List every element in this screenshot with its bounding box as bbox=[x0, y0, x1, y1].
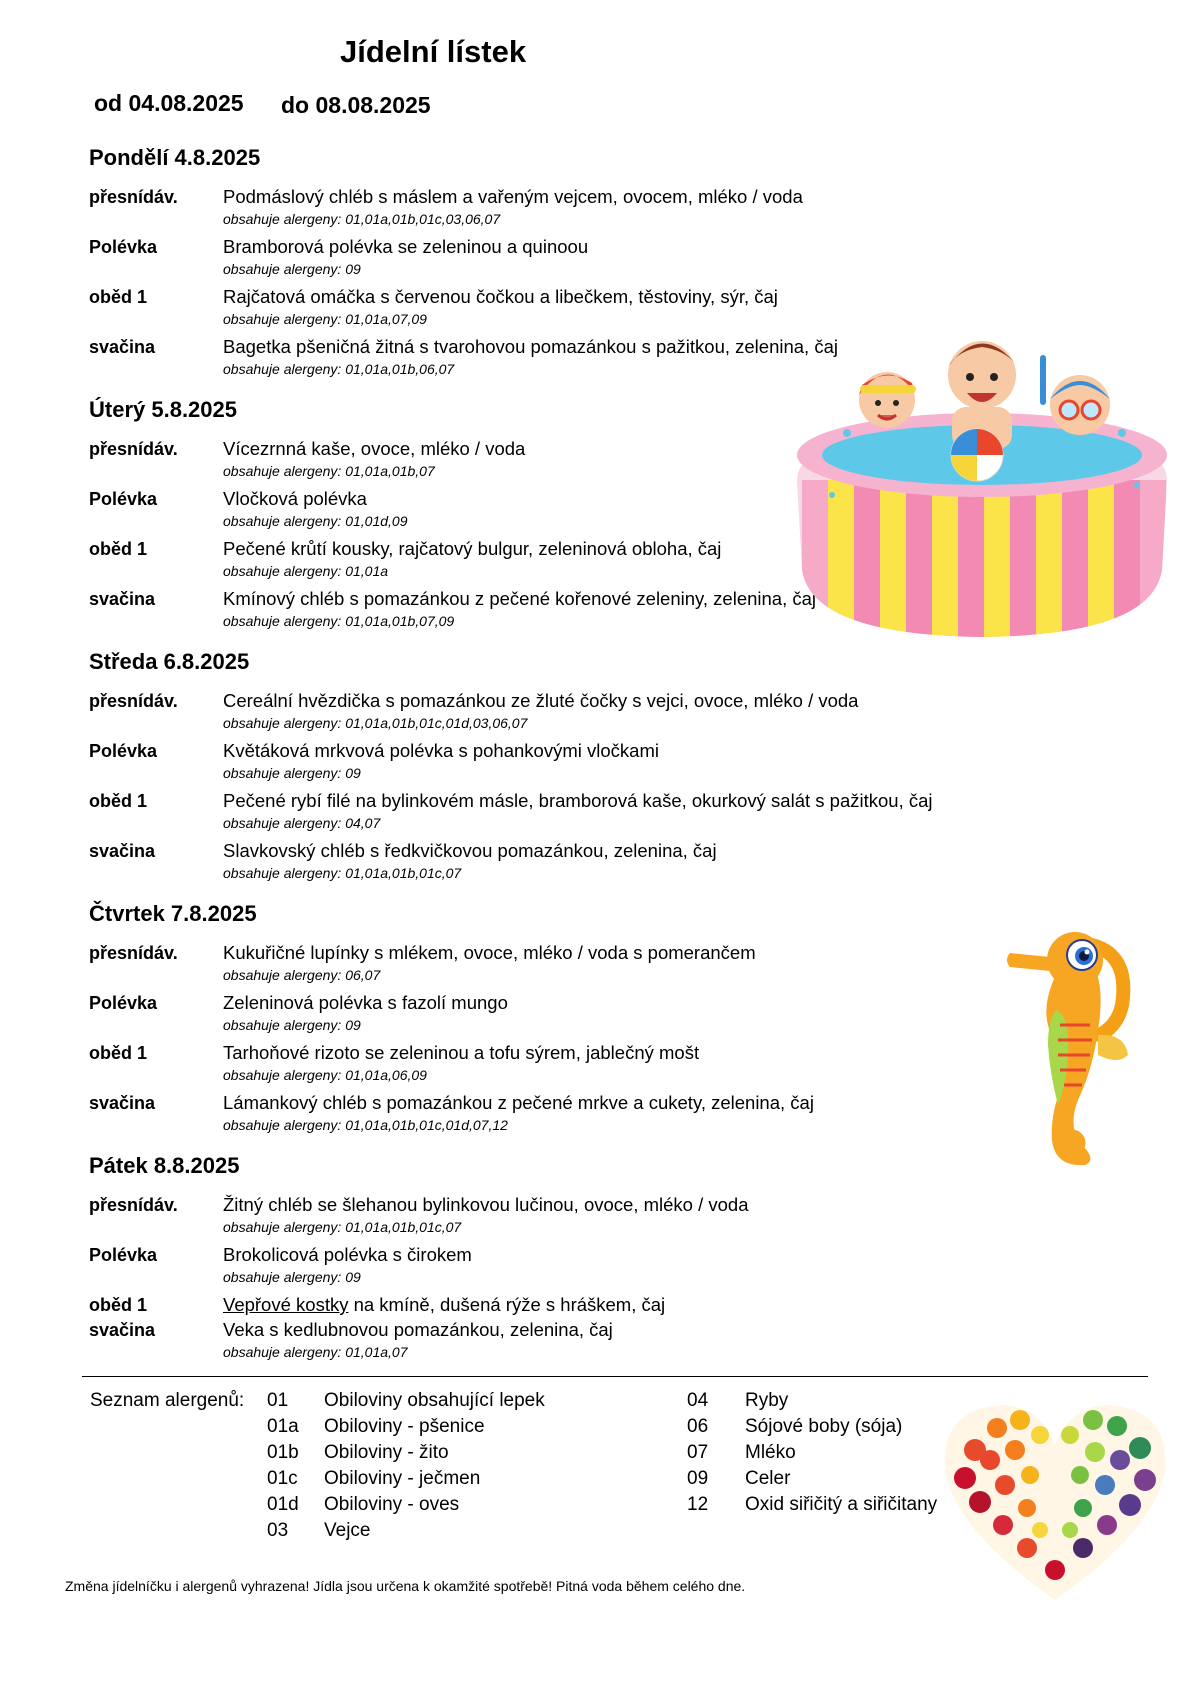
meal-description: Pečené rybí filé na bylinkovém másle, bramborová kaše, okurkový salát s pažitkou, čaj bbox=[223, 790, 933, 811]
meal-label: Polévka bbox=[89, 741, 158, 761]
meal-description: Tarhoňové rizoto se zeleninou a tofu sýrem, jablečný mošt bbox=[223, 1042, 700, 1063]
allergen-code: 09 bbox=[687, 1468, 709, 1489]
allergen-code: 01a bbox=[267, 1416, 299, 1437]
meal-allergens: obsahuje alergeny: 01,01a bbox=[223, 563, 389, 579]
meal-description: Květáková mrkvová polévka s pohankovými vločkami bbox=[223, 740, 659, 761]
meal-label: Polévka bbox=[89, 489, 158, 509]
allergen-list-label: Seznam alergenů: bbox=[90, 1390, 245, 1411]
meal-allergens: obsahuje alergeny: 09 bbox=[223, 765, 361, 781]
allergen-name: Sójové boby (sója) bbox=[745, 1416, 903, 1437]
meal-label: oběd 1 bbox=[89, 791, 148, 811]
meal-description: Zeleninová polévka s fazolí mungo bbox=[223, 992, 508, 1013]
meal-description: Pečené krůtí kousky, rajčatový bulgur, zeleninová obloha, čaj bbox=[223, 538, 722, 559]
allergen-code: 03 bbox=[267, 1520, 289, 1541]
meal-description: Žitný chléb se šlehanou bylinkovou lučinou, ovoce, mléko / voda bbox=[223, 1194, 749, 1215]
meal-allergens: obsahuje alergeny: 01,01d,09 bbox=[223, 513, 408, 529]
allergen-code: 01 bbox=[267, 1390, 289, 1411]
meal-label: přesnídáv. bbox=[89, 691, 178, 711]
meal-allergens: obsahuje alergeny: 01,01a,01b,01c,07 bbox=[223, 865, 462, 881]
allergen-name: Obiloviny - oves bbox=[324, 1494, 460, 1515]
divider bbox=[82, 1376, 1148, 1377]
footer-note: Změna jídelníčku i alergenů vyhrazena! Jídla jsou určena k okamžité spotřebě! Pitná voda během celého dne. bbox=[65, 1578, 746, 1594]
meal-label: svačina bbox=[89, 337, 156, 357]
meal-label: svačina bbox=[89, 1093, 156, 1113]
allergen-name: Oxid siřičitý a siřičitany bbox=[745, 1494, 938, 1515]
allergen-code: 07 bbox=[687, 1442, 709, 1463]
meal-allergens: obsahuje alergeny: 01,01a,07,09 bbox=[223, 311, 427, 327]
day-heading: Pátek 8.8.2025 bbox=[89, 1153, 240, 1178]
meal-label: přesnídáv. bbox=[89, 943, 178, 963]
allergen-code: 04 bbox=[687, 1390, 709, 1411]
meal-label: přesnídáv. bbox=[89, 439, 178, 459]
meal-allergens: obsahuje alergeny: 01,01a,01b,01c,07 bbox=[223, 1219, 462, 1235]
day-heading: Pondělí 4.8.2025 bbox=[89, 145, 261, 170]
allergen-code: 01b bbox=[267, 1442, 299, 1463]
meal-label: oběd 1 bbox=[89, 287, 148, 307]
day-heading: Úterý 5.8.2025 bbox=[89, 397, 237, 422]
date-from: od 04.08.2025 bbox=[94, 90, 244, 116]
meal-description: Bagetka pšeničná žitná s tvarohovou pomazánkou s pažitkou, zelenina, čaj bbox=[223, 336, 838, 357]
meal-allergens: obsahuje alergeny: 09 bbox=[223, 1017, 361, 1033]
meal-description: Kukuřičné lupínky s mlékem, ovoce, mléko / voda s pomerančem bbox=[223, 942, 756, 963]
kids-pool-icon bbox=[792, 315, 1172, 645]
meal-allergens: obsahuje alergeny: 01,01a,01b,07 bbox=[223, 463, 435, 479]
fruit-heart-icon bbox=[935, 1390, 1175, 1610]
date-to: do 08.08.2025 bbox=[281, 92, 431, 118]
meal-label: svačina bbox=[89, 1320, 156, 1340]
meal-description bbox=[223, 1294, 665, 1316]
meal-label: přesnídáv. bbox=[89, 187, 178, 207]
meal-allergens: obsahuje alergeny: 09 bbox=[223, 1269, 361, 1285]
meal-description: Kmínový chléb s pomazánkou z pečené kořenové zeleniny, zelenina, čaj bbox=[223, 588, 817, 609]
meal-label: Polévka bbox=[89, 237, 158, 257]
meal-description: Bramborová polévka se zeleninou a quinoou bbox=[223, 236, 589, 257]
meal-description: Rajčatová omáčka s červenou čočkou a libečkem, těstoviny, sýr, čaj bbox=[223, 286, 778, 307]
allergen-name: Obiloviny - ječmen bbox=[324, 1468, 481, 1489]
meal-description: Veka s kedlubnovou pomazánkou, zelenina, čaj bbox=[223, 1319, 613, 1340]
meal-description: Lámankový chléb s pomazánkou z pečené mrkve a cukety, zelenina, čaj bbox=[223, 1092, 814, 1113]
page-title: Jídelní lístek bbox=[340, 34, 527, 69]
meal-description-rest: na kmíně, dušená rýže s hráškem, čaj bbox=[348, 1294, 666, 1315]
meal-label: svačina bbox=[89, 589, 156, 609]
meal-label: oběd 1 bbox=[89, 1295, 148, 1315]
allergen-name: Mléko bbox=[745, 1442, 796, 1463]
meal-description: Podmáslový chléb s máslem a vařeným vejcem, ovocem, mléko / voda bbox=[223, 186, 803, 207]
meal-allergens: obsahuje alergeny: 01,01a,06,09 bbox=[223, 1067, 427, 1083]
day-heading: Čtvrtek 7.8.2025 bbox=[89, 901, 257, 926]
meal-description-underlined: Vepřové kostky bbox=[223, 1294, 349, 1315]
allergen-name: Vejce bbox=[324, 1520, 371, 1541]
allergen-code: 12 bbox=[687, 1494, 709, 1515]
meal-allergens: obsahuje alergeny: 09 bbox=[223, 261, 361, 277]
meal-allergens: obsahuje alergeny: 01,01a,01b,01c,03,06,07 bbox=[223, 211, 501, 227]
allergen-code: 01c bbox=[267, 1468, 298, 1489]
meal-label: oběd 1 bbox=[89, 539, 148, 559]
allergen-name: Obiloviny - pšenice bbox=[324, 1416, 485, 1437]
meal-description: Vločková polévka bbox=[223, 488, 367, 509]
allergen-name: Obiloviny - žito bbox=[324, 1442, 449, 1463]
allergen-code: 01d bbox=[267, 1494, 299, 1515]
meal-description: Slavkovský chléb s ředkvičkovou pomazánkou, zelenina, čaj bbox=[223, 840, 717, 861]
meal-allergens: obsahuje alergeny: 01,01a,01b,07,09 bbox=[223, 613, 455, 629]
day-heading: Středa 6.8.2025 bbox=[89, 649, 250, 674]
meal-label: Polévka bbox=[89, 1245, 158, 1265]
meal-label: oběd 1 bbox=[89, 1043, 148, 1063]
allergen-name: Ryby bbox=[745, 1390, 789, 1411]
meal-description: Brokolicová polévka s čirokem bbox=[223, 1244, 472, 1265]
meal-allergens: obsahuje alergeny: 06,07 bbox=[223, 967, 381, 983]
allergen-name: Celer bbox=[745, 1468, 791, 1489]
meal-allergens: obsahuje alergeny: 01,01a,01b,06,07 bbox=[223, 361, 455, 377]
seahorse-icon bbox=[1000, 915, 1135, 1170]
meal-allergens: obsahuje alergeny: 01,01a,01b,01c,01d,03,06,07 bbox=[223, 715, 528, 731]
allergen-name: Obiloviny obsahující lepek bbox=[324, 1390, 545, 1411]
meal-allergens: obsahuje alergeny: 01,01a,01b,01c,01d,07,12 bbox=[223, 1117, 508, 1133]
meal-label: svačina bbox=[89, 841, 156, 861]
meal-label: Polévka bbox=[89, 993, 158, 1013]
meal-description: Vícezrnná kaše, ovoce, mléko / voda bbox=[223, 438, 526, 459]
meal-allergens: obsahuje alergeny: 04,07 bbox=[223, 815, 381, 831]
allergen-code: 06 bbox=[687, 1416, 709, 1437]
meal-allergens: obsahuje alergeny: 01,01a,07 bbox=[223, 1344, 408, 1360]
meal-description: Cereální hvězdička s pomazánkou ze žluté čočky s vejci, ovoce, mléko / voda bbox=[223, 690, 859, 711]
meal-label: přesnídáv. bbox=[89, 1195, 178, 1215]
